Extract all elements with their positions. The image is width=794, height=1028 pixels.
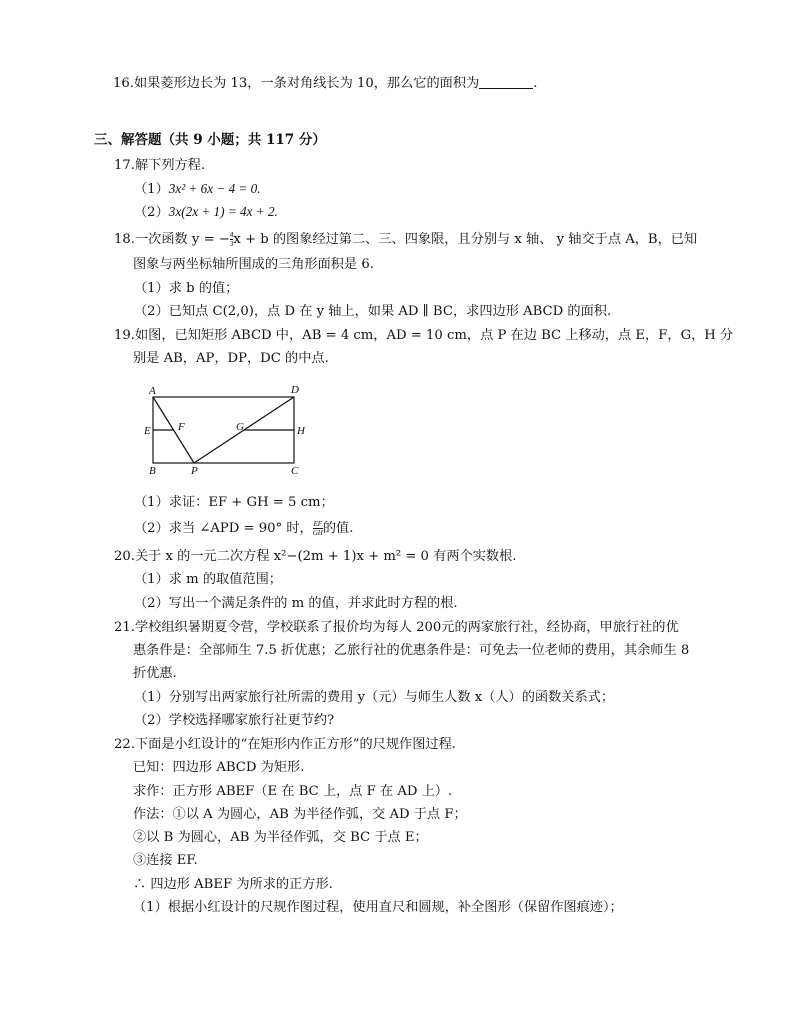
q18-part2: （2）已知点 C(2,0)，点 D 在 y 轴上，如果 AD ∥ BC，求四边形 ABCD 的面积. [134, 304, 612, 319]
q18-number: 18. [114, 232, 135, 247]
q22-method1: 作法：①以 A 为圆心，AB 为半径作弧，交 AD 于点 F； [133, 807, 467, 822]
q21-line2: 惠条件是：全部师生 7.5 折优惠；乙旅行社的优惠条件是：可免去一位老师的费用，其余师生 8 [133, 643, 690, 658]
q22-known: 已知：四边形 ABCD 为矩形. [133, 760, 305, 775]
q17-part2-label: （2） [134, 205, 169, 220]
q22-find: 求作：正方形 ABEF（E 在 BC 上，点 F 在 AD 上）. [133, 784, 453, 799]
q18-text-b: x + b 的图象经过第二、三、四象限，且分别与 x 轴、 y 轴交于点 A，B，已知 [233, 232, 698, 247]
q19-frac-den: GH [312, 529, 323, 537]
q22-number: 22. [114, 737, 135, 752]
q19-part2-text-b: 的值. [322, 521, 354, 536]
q21-line1 [114, 619, 679, 637]
q18-part1: （1）求 b 的值； [134, 281, 239, 296]
q21-part1: （1）分别写出两家旅行社所需的费用 y（元）与师生人数 x（人）的函数关系式； [134, 690, 615, 705]
q17-part1 [134, 180, 261, 199]
q17-part2 [134, 203, 278, 222]
q20-text: 关于 x 的一元二次方程 x²−(2m + 1)x + m² = 0 有两个实数根. [134, 549, 517, 564]
q19-part2 [134, 520, 353, 538]
q16-text: 如果菱形边长为 13，一条对角线长为 10，那么它的面积为 [133, 76, 480, 91]
q17-part1-equation: 3x² + 6x − 4 = 0. [168, 181, 261, 196]
q19-line1 [114, 327, 733, 345]
q20-line1 [114, 548, 516, 566]
q18-frac-num: 4 [229, 231, 234, 239]
label-g: G [236, 421, 244, 433]
label-e: E [144, 425, 151, 437]
q17-stem [114, 157, 205, 175]
q16-number: 16. [113, 76, 134, 91]
label-c: C [291, 465, 299, 475]
q18-line1 [114, 231, 697, 249]
label-a: A [149, 385, 156, 397]
q19-number: 19. [114, 328, 135, 343]
q16-line [113, 75, 537, 93]
q19-part2-text-a: （2）求当 ∠APD = 90° 时， [134, 521, 313, 536]
label-d: D [291, 384, 299, 396]
q19-fraction [313, 520, 323, 537]
q21-part2: （2）学校选择哪家旅行社更节约? [134, 713, 335, 728]
q17-part2-equation: 3x(2x + 1) = 4x + 2. [168, 204, 278, 219]
q17-text: 解下列方程. [134, 158, 206, 173]
q22-method3: ③连接 EF. [133, 853, 198, 868]
q22-part1: （1）根据小红设计的尺规作图过程，使用直尺和圆规，补全图形（保留作图痕迹）； [133, 900, 623, 915]
q22-text: 下面是小红设计的“在矩形内作正方形”的尺规作图过程. [134, 737, 456, 752]
q22-method2: ②以 B 为圆心，AB 为半径作弧，交 BC 于点 E； [133, 830, 428, 845]
q16-end: . [533, 76, 538, 91]
q19-part1: （1）求证：EF + GH = 5 cm； [134, 495, 334, 510]
q19-text: 如图，已知矩形 ABCD 中，AB = 4 cm，AD = 10 cm，点 P 在边 BC 上移动，点 E，F，G，H 分 [134, 328, 734, 343]
q20-part2: （2）写出一个满足条件的 m 的值，并求此时方程的根. [134, 596, 458, 611]
q17-number: 17. [114, 158, 135, 173]
q18-line2: 图象与两坐标轴所围成的三角形面积是 6. [133, 257, 374, 272]
q19-frac-num: EF [313, 520, 323, 528]
q22-line1 [114, 736, 456, 754]
q21-line3: 折优惠. [133, 666, 177, 681]
q16-answer-blank[interactable] [479, 75, 533, 89]
label-f: F [178, 421, 185, 433]
q20-part1: （1）求 m 的取值范围； [134, 572, 282, 587]
q21-text: 学校组织暑期夏令营，学校联系了报价均为每人 200元的两家旅行社，经协商，甲旅行社的优 [134, 620, 679, 635]
q22-therefore: ∴ 四边形 ABEF 为所求的正方形. [133, 877, 333, 892]
section-heading: 三、解答题（共 9 小题；共 117 分） [94, 132, 326, 148]
q17-part1-label: （1） [134, 182, 169, 197]
q18-frac-den: 3 [229, 240, 234, 248]
q20-number: 20. [114, 549, 135, 564]
label-h: H [297, 425, 305, 437]
label-p: P [191, 465, 198, 475]
q21-number: 21. [114, 620, 135, 635]
q19-line2: 别是 AB，AP，DP，DC 的中点. [133, 351, 329, 366]
rectangle-figure [140, 383, 315, 475]
label-b: B [149, 465, 156, 475]
q18-text-a: 一次函数 y = − [134, 232, 230, 247]
